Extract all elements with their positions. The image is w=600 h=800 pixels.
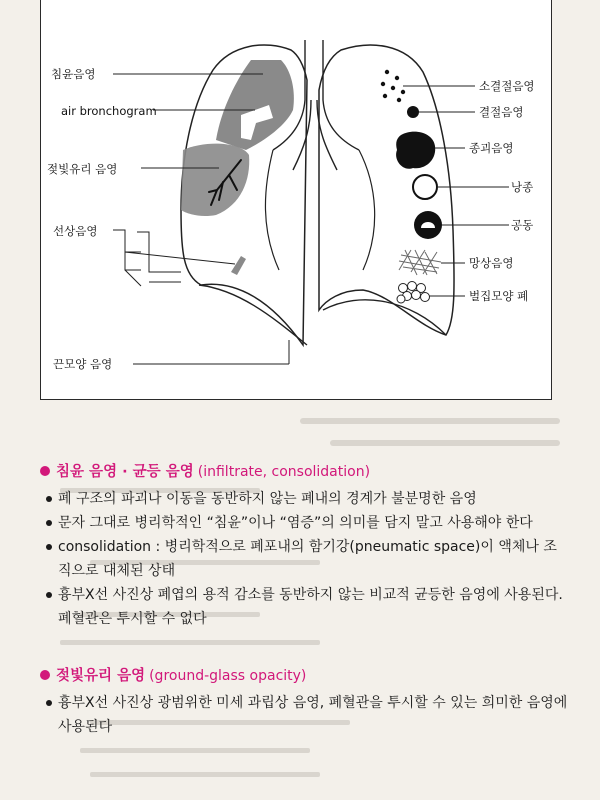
linear-opacity — [231, 256, 246, 275]
label-honeycomb: 벌집모양 폐 — [469, 289, 529, 303]
pink-bullet-icon — [40, 670, 50, 680]
label-linear: 선상음영 — [53, 224, 98, 238]
bullet-list — [40, 487, 570, 631]
label-micronodular: 소결절음영 — [479, 79, 535, 93]
bullet-list — [40, 691, 570, 739]
label-infiltrate: 침윤음영 — [51, 67, 96, 81]
label-air-bronchogram: air bronchogram — [61, 104, 157, 118]
label-reticular: 망상음영 — [469, 256, 514, 270]
section-title-en: (infiltrate, consolidation) — [197, 464, 371, 480]
mass — [396, 132, 435, 169]
lung-opacity-diagram — [40, 0, 552, 400]
list-item: 흉부X선 사진상 폐엽의 용적 감소를 동반하지 않는 비교적 균등한 음영에 사용된다. 폐혈관은 투시할 수 없다 — [40, 583, 570, 631]
micronodule-dots — [381, 70, 405, 102]
reticular-pattern — [399, 250, 441, 275]
label-cyst: 낭종 — [511, 180, 534, 194]
section-title — [40, 460, 570, 481]
lung-illustration — [41, 0, 553, 400]
label-ground-glass: 젖빛유리 음영 — [47, 162, 118, 176]
heart-contour — [265, 150, 374, 270]
pink-bullet-icon — [40, 466, 50, 476]
list-item: consolidation : 병리학적으로 폐포내의 함기강(pneumatic space)이 액체나 조직으로 대체된 상태 — [40, 535, 570, 583]
section-title-ko: 침윤 음영 · 균등 음영 — [56, 464, 194, 480]
label-nodular: 결절음영 — [479, 105, 524, 119]
label-band: 끈모양 음영 — [53, 357, 113, 371]
nodule — [407, 106, 419, 118]
label-mass: 종괴음영 — [469, 141, 514, 155]
list-item: 문자 그대로 병리학적인 “침윤”이나 “염증”의 의미를 담지 말고 사용해야 한다 — [40, 511, 570, 535]
cyst — [413, 175, 437, 199]
section-title-en: (ground-glass opacity) — [149, 668, 307, 684]
section-ground-glass — [40, 664, 570, 739]
section-title-ko: 젖빛유리 음영 — [56, 668, 146, 684]
list-item: 폐 구조의 파괴나 이동을 동반하지 않는 폐내의 경계가 불분명한 음영 — [40, 487, 570, 511]
honeycomb-cells — [397, 282, 430, 304]
label-cavity: 공동 — [511, 218, 534, 232]
section-title — [40, 664, 570, 685]
ground-glass-opacity — [181, 144, 249, 216]
list-item: 흉부X선 사진상 광범위한 미세 과립상 음영, 폐혈관을 투시할 수 있는 희미한 음영에 사용된다 — [40, 691, 570, 739]
section-infiltrate — [40, 460, 570, 631]
